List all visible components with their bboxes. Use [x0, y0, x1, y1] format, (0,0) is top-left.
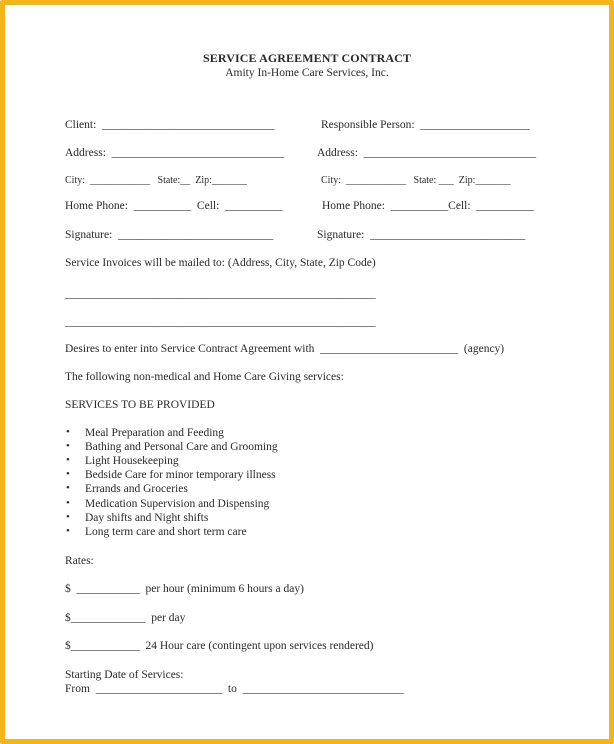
responsible-address-field: Address: ______________________________	[317, 147, 537, 159]
bullet-icon: •	[66, 440, 70, 452]
list-item: Medication Supervision and Dispensing	[85, 498, 270, 510]
client-city-state-zip-field: City: ____________ State:__ Zip:_______	[65, 175, 247, 186]
bullet-icon: •	[66, 468, 70, 480]
list-item: Bathing and Personal Care and Grooming	[85, 441, 278, 453]
list-item: Bedside Care for minor temporary illness	[85, 469, 276, 481]
document-title: SERVICE AGREEMENT CONTRACT	[203, 51, 411, 65]
bullet-icon: •	[66, 426, 70, 438]
list-item: Long term care and short term care	[85, 526, 247, 538]
rate-24-hour: $____________ 24 Hour care (contingent upon services rendered)	[65, 640, 374, 652]
rate-per-day: $_____________ per day	[65, 612, 186, 624]
rates-label: Rates:	[65, 555, 94, 567]
bullet-icon: •	[66, 497, 70, 509]
bullet-icon: •	[66, 511, 70, 523]
agreement-statement: Desires to enter into Service Contract Agreement with ________________________ (agency)	[65, 343, 505, 355]
list-item: Day shifts and Night shifts	[85, 512, 209, 524]
invoice-address-line-1: ______________________________________________________	[65, 288, 376, 300]
list-item: Errands and Groceries	[85, 483, 188, 495]
responsible-phone-field: Home Phone: __________Cell: __________	[322, 200, 534, 212]
start-date-label: Starting Date of Services:	[65, 669, 184, 681]
client-address-field: Address: ______________________________	[65, 147, 285, 159]
client-field: Client: ______________________________	[65, 119, 275, 131]
responsible-city-state-zip-field: City: ____________ State: ___ Zip:_______	[321, 175, 511, 186]
start-date-range: From ______________________ to ____________________________	[65, 683, 404, 695]
bullet-icon: •	[66, 525, 70, 537]
responsible-signature-field: Signature: ___________________________	[317, 229, 526, 241]
list-item: Meal Preparation and Feeding	[85, 427, 224, 439]
invoice-address-label: Service Invoices will be mailed to: (Address, City, State, Zip Code)	[65, 257, 376, 269]
list-item: Light Housekeeping	[85, 455, 179, 467]
rate-per-hour: $ ___________ per hour (minimum 6 hours a day)	[65, 583, 304, 595]
responsible-person-field: Responsible Person: ___________________	[321, 119, 530, 131]
invoice-address-line-2: ______________________________________________________	[65, 316, 376, 328]
bullet-icon: •	[66, 454, 70, 466]
client-signature-field: Signature: ___________________________	[65, 229, 274, 241]
services-intro: The following non-medical and Home Care Giving services:	[65, 371, 344, 383]
bullet-icon: •	[66, 482, 70, 494]
document-subtitle: Amity In-Home Care Services, Inc.	[225, 67, 389, 79]
client-phone-field: Home Phone: __________ Cell: __________	[65, 200, 283, 212]
services-heading: SERVICES TO BE PROVIDED	[65, 399, 215, 411]
